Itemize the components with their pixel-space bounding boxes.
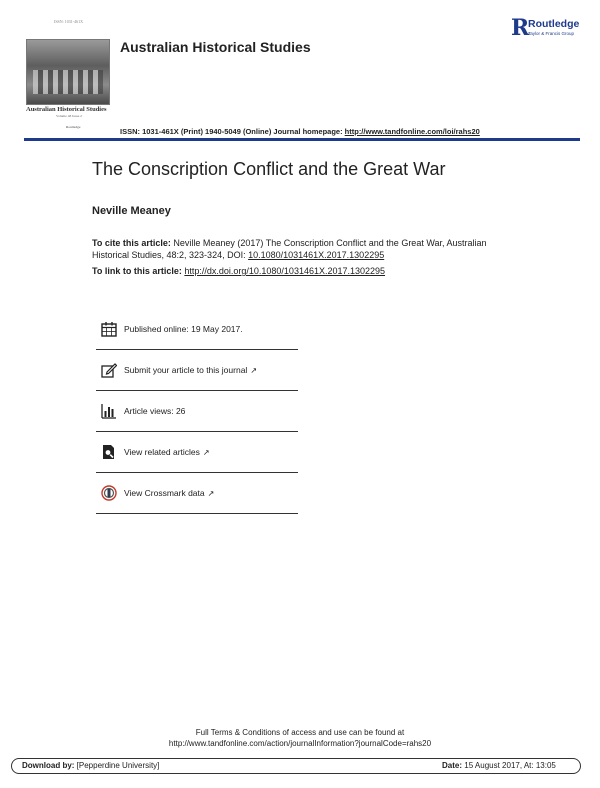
external-link-icon: ↗ [202, 447, 210, 457]
article-title: The Conscription Conflict and the Great War [92, 159, 446, 179]
bar-chart-icon [100, 402, 118, 420]
submit-edit-icon [100, 361, 118, 379]
cover-issn-text: ISSN: 1031-461X [54, 19, 84, 24]
cite-text: Neville Meaney (2017) The Conscription Conflict and the Great War, Australian Historical Studies, 48:2, 323-324, DOI: [92, 238, 487, 260]
submit-article-link[interactable]: Submit your article to this journal [124, 365, 248, 375]
calendar-icon [100, 320, 118, 338]
crossmark-icon [100, 484, 118, 502]
downloaded-by-label: Download by: [22, 761, 75, 770]
terms-url-link[interactable]: http://www.tandfonline.com/action/journalInformation?journalCode=rahs20 [168, 739, 432, 748]
logo-name: Routledge [528, 18, 580, 30]
citation-block [92, 237, 522, 261]
article-link-block [92, 266, 385, 276]
cover-photo [26, 39, 110, 105]
article-url-link[interactable]: http://dx.doi.org/10.1080/1031461X.2017.1302295 [184, 266, 386, 276]
cite-label: To cite this article: [92, 238, 171, 248]
cover-subtitle: Volume 48 Issue 2 [56, 114, 82, 118]
cover-journal-name: Australian Historical Studies [26, 106, 107, 113]
terms-line-1: Full Terms & Conditions of access and use can be found at [195, 728, 405, 737]
list-item-submit-article[interactable] [96, 350, 298, 391]
downloaded-by-value: [Pepperdine University] [74, 761, 160, 770]
article-views-label: Article views: 26 [124, 406, 186, 416]
cover-publisher-mark: Routledge [66, 125, 81, 129]
routledge-r-icon: R [511, 15, 530, 41]
published-label: Published online: 19 May 2017. [124, 324, 243, 334]
article-info-list [96, 309, 298, 514]
date-value: 15 August 2017, At: 13:05 [462, 761, 556, 770]
issn-line [120, 127, 480, 136]
crossmark-link[interactable]: View Crossmark data [124, 488, 205, 498]
journal-title: Australian Historical Studies [120, 39, 311, 55]
journal-homepage-link[interactable]: http://www.tandfonline.com/loi/rahs20 [344, 127, 480, 136]
list-item-article-views [96, 391, 298, 432]
external-link-icon: ↗ [250, 365, 258, 375]
download-date [442, 761, 556, 770]
link-label: To link to this article: [92, 266, 182, 276]
doi-link[interactable]: 10.1080/1031461X.2017.1302295 [248, 250, 385, 260]
routledge-logo [511, 17, 591, 41]
related-articles-link[interactable]: View related articles [124, 447, 200, 457]
search-document-icon [100, 443, 118, 461]
header-rule [24, 138, 580, 141]
footer-terms [0, 727, 600, 749]
logo-tagline: Taylor & Francis Group [528, 31, 575, 36]
downloaded-by [22, 761, 159, 770]
article-author: Neville Meaney [92, 205, 171, 217]
download-info-bar [11, 758, 581, 774]
date-label: Date: [442, 761, 463, 770]
issn-text: ISSN: 1031-461X (Print) 1940-5049 (Online) Journal homepage: [120, 127, 345, 136]
list-item-crossmark[interactable] [96, 473, 298, 514]
list-item-published [96, 309, 298, 350]
journal-cover-thumbnail [26, 19, 110, 137]
external-link-icon: ↗ [207, 488, 215, 498]
list-item-related-articles[interactable] [96, 432, 298, 473]
